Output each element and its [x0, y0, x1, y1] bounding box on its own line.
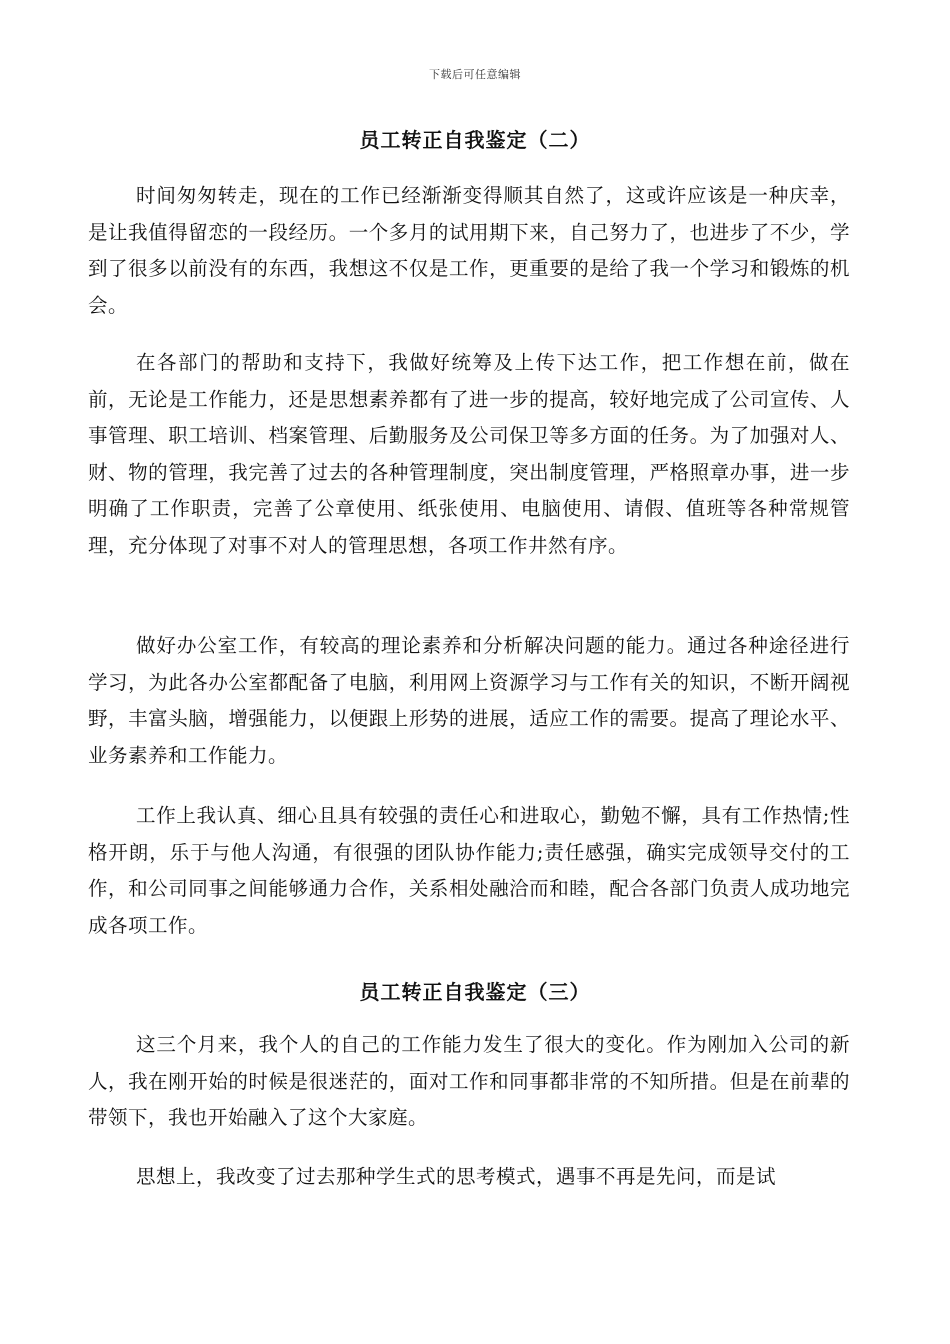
paragraph: 做好办公室工作，有较高的理论素养和分析解决问题的能力。通过各种途径进行学习，为此各办公室都配备了电脑，利用网上资源学习与工作有关的知识，不断开阔视野，丰富头脑，增强能力，以便跟上形势的进展，适应工作的需要。提高了理论水平、业务素养和工作能力。 [88, 634, 850, 767]
paragraph: 时间匆匆转走，现在的工作已经渐渐变得顺其自然了，这或许应该是一种庆幸，是让我值得留恋的一段经历。一个多月的试用期下来，自己努力了，也进步了不少，学到了很多以前没有的东西，我想这不仅是工作，更重要的是给了我一个学习和锻炼的机会。 [88, 184, 850, 317]
header-note: 下载后可任意编辑 [429, 68, 521, 81]
paragraph: 思想上，我改变了过去那种学生式的思考模式，遇事不再是先问，而是试 [136, 1165, 777, 1188]
paragraph: 工作上我认真、细心且具有较强的责任心和进取心，勤勉不懈，具有工作热情;性格开朗，乐于与他人沟通，有很强的团队协作能力;责任感强，确实完成领导交付的工作，和公司同事之间能够通力合作，关系相处融洽而和睦，配合各部门负责人成功地完成各项工作。 [88, 804, 850, 937]
section-title-3: 员工转正自我鉴定（三） [359, 980, 591, 1004]
paragraph: 这三个月来，我个人的自己的工作能力发生了很大的变化。作为刚加入公司的新人，我在刚开始的时候是很迷茫的，面对工作和同事都非常的不知所措。但是在前辈的带领下，我也开始融入了这个大家庭。 [88, 1033, 850, 1129]
section-title-2: 员工转正自我鉴定（二） [359, 128, 591, 152]
paragraph: 在各部门的帮助和支持下，我做好统筹及上传下达工作，把工作想在前，做在前，无论是工作能力，还是思想素养都有了进一步的提高，较好地完成了公司宣传、人事管理、职工培训、档案管理、后勤服务及公司保卫等多方面的任务。为了加强对人、财、物的管理，我完善了过去的各种管理制度，突出制度管理，严格照章办事，进一步明确了工作职责，完善了公章使用、纸张使用、电脑使用、请假、值班等各种常规管理，充分体现了对事不对人的管理思想，各项工作井然有序。 [88, 351, 850, 557]
